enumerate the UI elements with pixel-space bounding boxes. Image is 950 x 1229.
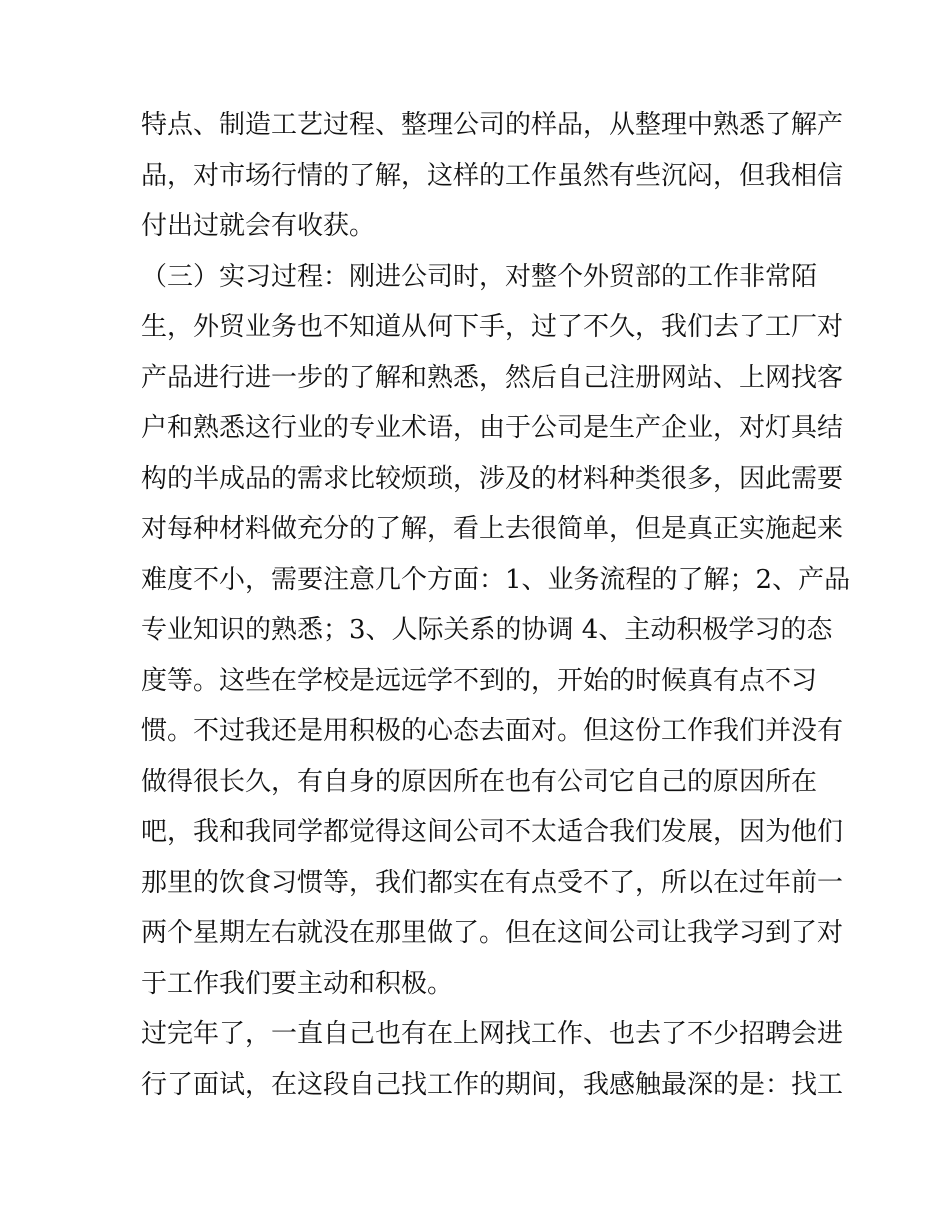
text-line: 对每种材料做充分的了解，看上去很简单，但是真正实施起来 [141,514,844,544]
text-line: 付出过就会有收获。 [141,211,376,241]
text-line: 做得很长久，有自身的原因所在也有公司它自己的原因所在 [141,766,818,797]
text-line: 构的半成品的需求比较烦琐，涉及的材料种类很多，因此需要 [141,463,844,494]
text-line: 两个星期左右就没在那里做了。但在这间公司让我学习到了对 [141,918,844,948]
text-line: 品，对市场行情的了解，这样的工作虽然有些沉闷，但我相信 [141,160,844,191]
body-text [141,100,851,1110]
text-line: 那里的饮食习惯等，我们都实在有点受不了，所以在过年前一 [141,867,844,898]
text-line: 于工作我们要主动和积极。 [141,968,454,999]
text-line: 特点、制造工艺过程、整理公司的样品，从整理中熟悉了解产 [141,110,844,140]
text-line: 惯。不过我还是用积极的心态去面对。但这份工作我们并没有 [141,716,844,746]
text-line: 难度不小，需要注意几个方面：1、业务流程的了解；2、产品 [141,564,851,595]
text-line: 度等。这些在学校是远远学不到的，开始的时候真有点不习 [141,665,818,696]
text-line: 吧，我和我同学都觉得这间公司不太适合我们发展，因为他们 [141,817,844,847]
text-line: 产品进行进一步的了解和熟悉，然后自己注册网站、上网找客 [141,362,844,393]
text-line: 生，外贸业务也不知道从何下手，过了不久，我们去了工厂对 [141,312,844,342]
text-line: 专业知识的熟悉；3、人际关系的协调 4、主动积极学习的态 [141,615,833,645]
text-line: 户和熟悉这行业的专业术语，由于公司是生产企业，对灯具结 [141,413,844,443]
text-line: 行了面试，在这段自己找工作的期间，我感触最深的是：找工 [141,1069,844,1100]
text-line: 过完年了，一直自己也有在上网找工作、也去了不少招聘会进 [141,1019,844,1049]
text-line: （三）实习过程：刚进公司时，对整个外贸部的工作非常陌 [141,261,818,292]
